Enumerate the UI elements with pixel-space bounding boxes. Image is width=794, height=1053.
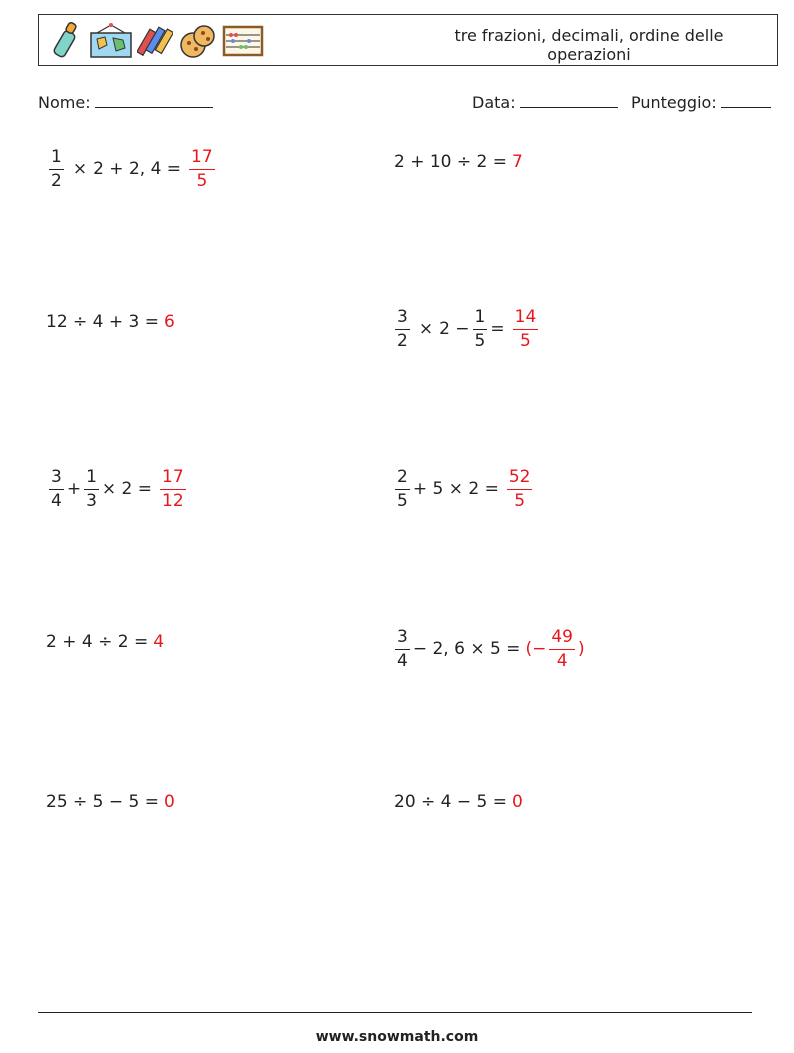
score-label: Punteggio: [631, 93, 717, 112]
problem-1: $\frac{1}{2}$ × 2 + 2, 4 = $\frac{17}{5}$ [51, 146, 213, 191]
footer-url[interactable]: www.snowmath.com [315, 1029, 479, 1045]
answer: 7 [512, 152, 523, 172]
answer: (− $\frac{49}{4}$ ) [525, 626, 585, 671]
problem-9: 25 ÷ 5 − 5 = 0 [46, 792, 175, 812]
score-blank[interactable] [721, 106, 771, 108]
answer: 0 [512, 792, 523, 812]
cookies-icon [177, 21, 217, 61]
footer-divider [38, 1012, 752, 1013]
name-label: Nome: [38, 93, 91, 112]
answer: 4 [153, 632, 165, 652]
world-map-icon [89, 21, 133, 61]
problem-4: $\frac{3}{2}$ × 2 − $\frac{1}{5}$ = $\frac{14}{5}$ [397, 306, 537, 351]
problem-7: 2 + 4 ÷ 2 = 4 [46, 632, 165, 652]
crayons-icon [137, 21, 173, 61]
date-label: Data: [472, 93, 516, 112]
name-blank[interactable] [95, 106, 213, 108]
problem-8: $\frac{3}{4}$ − 2, 6 × 5 = (− $\frac{49}{4}$ ) [397, 626, 585, 671]
problem-5: $\frac{3}{4}$ + $\frac{1}{3}$ × 2 = $\frac{17}{12}$ [51, 466, 184, 511]
answer: 6 [164, 312, 175, 332]
header-icons [45, 21, 265, 61]
answer: $\frac{14}{5}$ [514, 306, 537, 351]
worksheet-header [38, 14, 778, 66]
fraction: $\frac{3}{4}$ [51, 466, 62, 511]
name-field [38, 93, 213, 112]
fraction: $\frac{1}{3}$ [86, 466, 97, 511]
baby-bottle-icon [45, 21, 85, 61]
problem-6: $\frac{2}{5}$ + 5 × 2 = $\frac{52}{5}$ [397, 466, 531, 511]
date-field [472, 93, 618, 112]
problem-3: 12 ÷ 4 + 3 = 6 [46, 312, 175, 332]
answer: 0 [164, 792, 175, 812]
answer: $\frac{17}{5}$ [191, 146, 213, 191]
problem-2: 2 + 10 ÷ 2 = 7 [394, 152, 523, 172]
worksheet-title: tre frazioni, decimali, ordine delle operazioni [454, 26, 724, 64]
fraction: $\frac{1}{5}$ [474, 306, 486, 351]
answer: $\frac{17}{12}$ [162, 466, 184, 511]
date-blank[interactable] [520, 106, 618, 108]
answer: $\frac{52}{5}$ [508, 466, 531, 511]
fraction: $\frac{2}{5}$ [397, 466, 408, 511]
fraction: $\frac{3}{2}$ [397, 306, 408, 351]
abacus-icon [221, 21, 265, 61]
fraction: $\frac{1}{2}$ [51, 146, 62, 191]
fraction: $\frac{3}{4}$ [397, 626, 408, 671]
score-field [631, 93, 771, 112]
problem-10: 20 ÷ 4 − 5 = 0 [394, 792, 523, 812]
